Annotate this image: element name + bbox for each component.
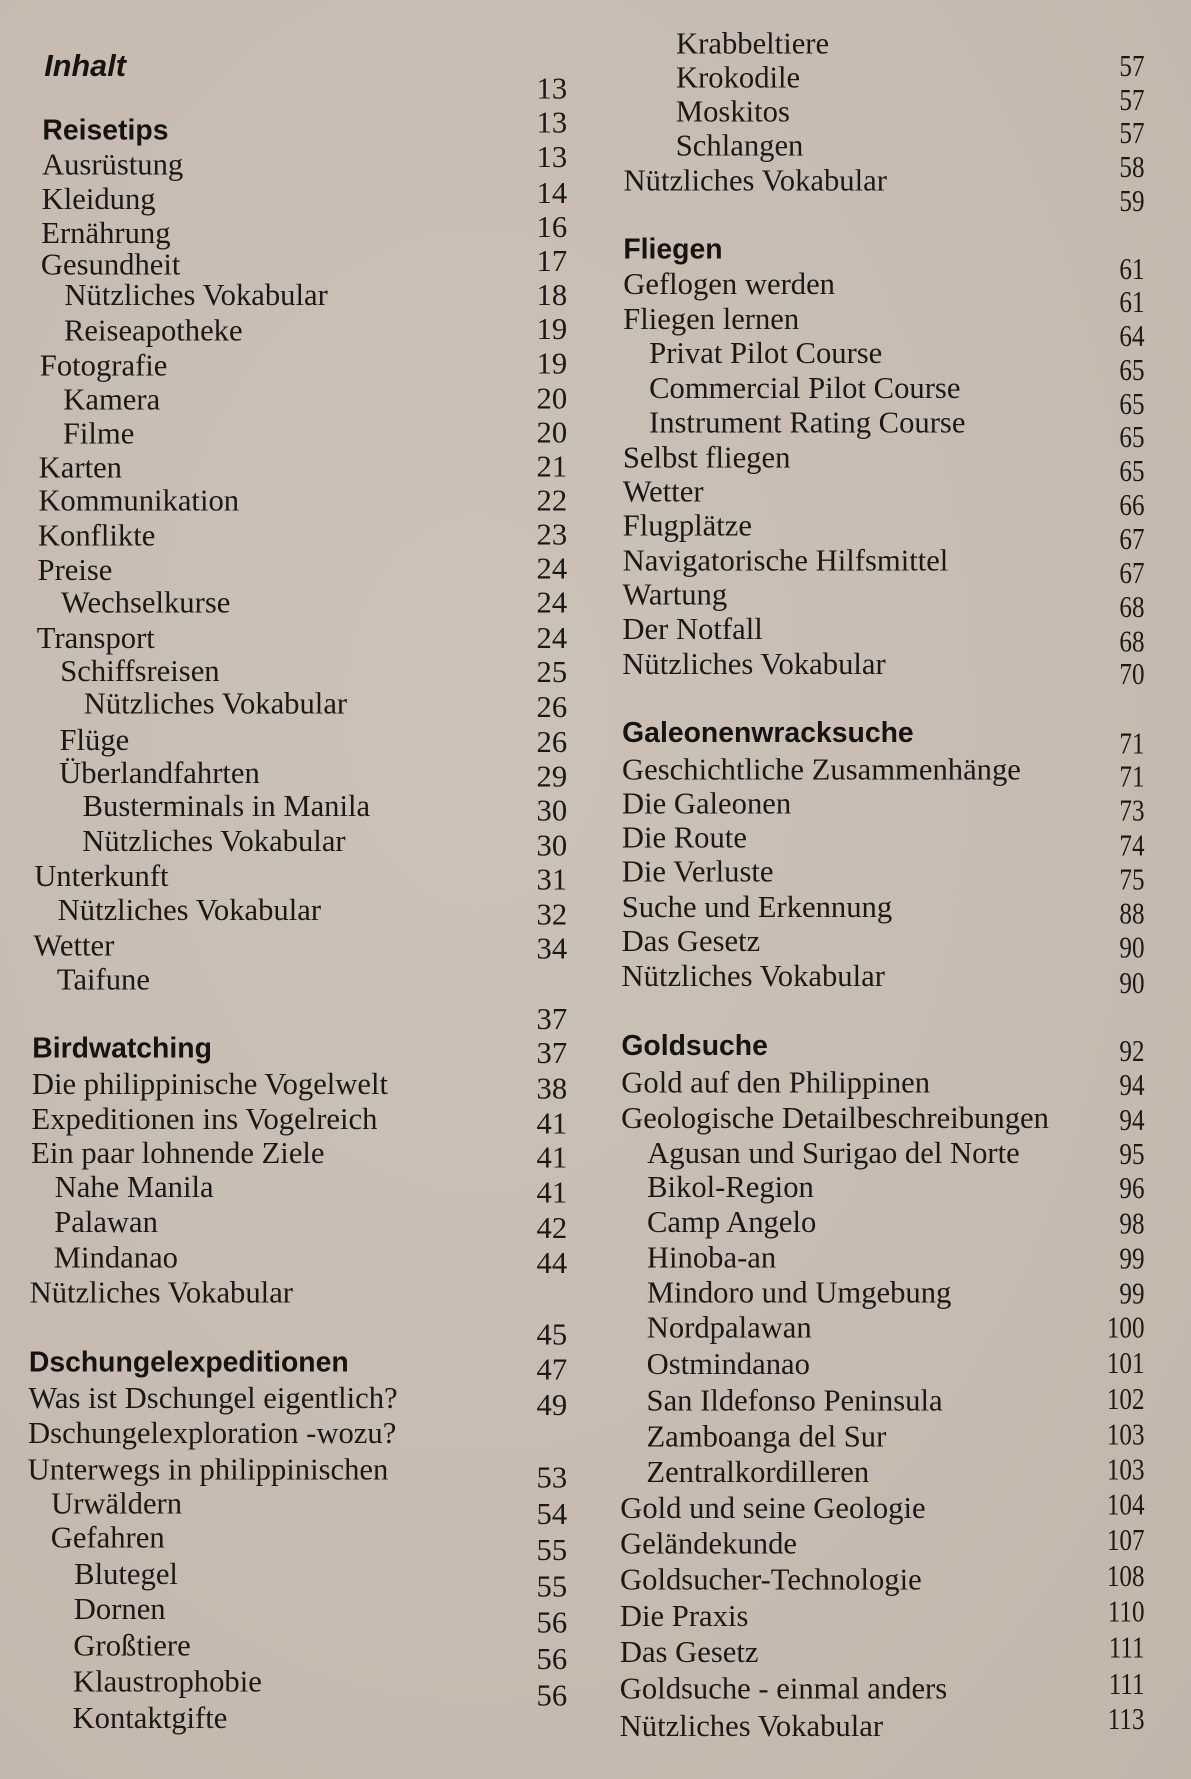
toc-entry: Blutegel bbox=[74, 1556, 178, 1591]
toc-page-number: 103 bbox=[1106, 1452, 1145, 1487]
toc-page-number: 17 bbox=[536, 243, 568, 278]
toc-page-number: 111 bbox=[1108, 1630, 1145, 1665]
toc-entry: Privat Pilot Course bbox=[649, 335, 883, 370]
toc-chapter-heading: Dschungelexpeditionen bbox=[28, 1346, 349, 1379]
toc-page-number: 101 bbox=[1106, 1345, 1145, 1380]
toc-page-number: 41 bbox=[536, 1175, 568, 1210]
toc-entry: Kontaktgifte bbox=[72, 1700, 228, 1735]
toc-page-number: 30 bbox=[536, 793, 568, 828]
toc-entry: Nützliches Vokabular bbox=[622, 646, 886, 681]
toc-page-number: 108 bbox=[1106, 1558, 1145, 1593]
toc-entry: Was ist Dschungel eigentlich? bbox=[28, 1380, 398, 1415]
toc-page-number: 37 bbox=[536, 1001, 568, 1036]
toc-page-number: 30 bbox=[536, 828, 568, 863]
toc-entry: Das Gesetz bbox=[619, 1634, 759, 1669]
toc-entry: San Ildefonso Peninsula bbox=[646, 1383, 943, 1418]
toc-page-number: 53 bbox=[536, 1460, 568, 1495]
toc-page-number: 19 bbox=[536, 312, 568, 347]
toc-page-number: 56 bbox=[536, 1605, 568, 1640]
toc-page-number: 65 bbox=[1119, 453, 1145, 488]
toc-page-number: 26 bbox=[536, 725, 568, 760]
toc-entry: Gold und seine Geologie bbox=[620, 1490, 926, 1525]
toc-entry: Wetter bbox=[622, 474, 704, 509]
toc-page-number: 47 bbox=[536, 1352, 568, 1387]
toc-entry: Goldsuche - einmal anders bbox=[619, 1671, 948, 1706]
toc-page-number: 107 bbox=[1106, 1522, 1145, 1557]
toc-page-number: 56 bbox=[536, 1678, 568, 1713]
toc-page-number: 19 bbox=[536, 346, 568, 381]
toc-page-number: 22 bbox=[536, 483, 568, 518]
toc-page-number: 13 bbox=[536, 139, 568, 174]
toc-entry: Nützliches Vokabular bbox=[83, 686, 348, 721]
toc-page-number: 113 bbox=[1107, 1701, 1145, 1736]
toc-page-number: 24 bbox=[536, 551, 568, 586]
toc-page-number: 58 bbox=[1119, 149, 1145, 184]
toc-page-number: 67 bbox=[1119, 521, 1145, 556]
toc-page-number: 31 bbox=[536, 862, 568, 897]
toc-page-number: 25 bbox=[536, 654, 568, 689]
toc-page-number: 94 bbox=[1119, 1102, 1145, 1137]
toc-entry: Gefahren bbox=[50, 1520, 165, 1555]
toc-page-number: 44 bbox=[536, 1245, 568, 1280]
toc-entry: Dschungelexploration -wozu? bbox=[28, 1415, 397, 1451]
toc-page-number: 45 bbox=[536, 1317, 568, 1352]
toc-entry: Karten bbox=[38, 450, 123, 485]
toc-entry: Klaustrophobie bbox=[72, 1664, 262, 1699]
toc-page-number: 23 bbox=[536, 517, 568, 552]
toc-entry: Unterkunft bbox=[34, 858, 169, 893]
toc-page-number: 61 bbox=[1119, 251, 1145, 286]
toc-page-number: 20 bbox=[536, 415, 568, 450]
toc-entry: Unterwegs in philippinischen bbox=[27, 1452, 389, 1487]
toc-entry: Ernährung bbox=[41, 215, 171, 250]
toc-entry: Kleidung bbox=[41, 181, 156, 216]
toc-entry: Die Route bbox=[621, 820, 747, 855]
toc-entry: Schlangen bbox=[675, 128, 804, 163]
toc-page-number: 16 bbox=[536, 209, 568, 244]
toc-page-number: 13 bbox=[536, 71, 568, 106]
toc-entry: Expeditionen ins Vogelreich bbox=[31, 1101, 378, 1136]
toc-entry: Camp Angelo bbox=[646, 1204, 817, 1239]
toc-column-right bbox=[596, 0, 1191, 1779]
toc-page-number: 56 bbox=[536, 1641, 568, 1676]
toc-page-number: 61 bbox=[1119, 284, 1145, 319]
toc-entry: Flugplätze bbox=[622, 508, 752, 543]
toc-entry: Flüge bbox=[59, 722, 130, 757]
toc-page-number: 55 bbox=[536, 1569, 568, 1604]
toc-entry: Das Gesetz bbox=[621, 923, 761, 958]
toc-entry: Reiseapotheke bbox=[63, 313, 243, 348]
toc-page-number: 90 bbox=[1119, 930, 1145, 965]
toc-entry: Agusan und Surigao del Norte bbox=[647, 1135, 1020, 1170]
toc-entry: Dornen bbox=[73, 1591, 166, 1626]
toc-entry: Hinoba-an bbox=[646, 1240, 777, 1275]
toc-page-number: 103 bbox=[1106, 1417, 1145, 1452]
toc-entry: Wechselkurse bbox=[61, 585, 231, 620]
toc-entry: Großtiere bbox=[73, 1628, 191, 1663]
toc-entry: Ausrüstung bbox=[42, 147, 184, 182]
toc-page-number: 55 bbox=[536, 1532, 568, 1567]
toc-page-number: 71 bbox=[1119, 726, 1145, 761]
toc-page-number: 57 bbox=[1119, 48, 1145, 83]
toc-page-number: 38 bbox=[536, 1071, 568, 1106]
toc-page-number: 18 bbox=[536, 277, 568, 313]
toc-entry: Palawan bbox=[54, 1204, 158, 1239]
toc-page-number: 99 bbox=[1119, 1276, 1145, 1311]
toc-page-number: 54 bbox=[536, 1496, 568, 1531]
toc-page-number: 24 bbox=[536, 620, 568, 655]
toc-chapter-heading: Fliegen bbox=[623, 233, 723, 266]
toc-entry: Bikol-Region bbox=[647, 1169, 814, 1204]
toc-entry: Goldsucher-Technologie bbox=[620, 1562, 922, 1597]
toc-page-number: 65 bbox=[1119, 386, 1145, 421]
toc-entry: Mindanao bbox=[53, 1240, 178, 1275]
toc-entry: Selbst fliegen bbox=[622, 440, 791, 475]
toc-chapter-heading: Birdwatching bbox=[32, 1032, 212, 1065]
toc-entry: Die Praxis bbox=[619, 1598, 749, 1633]
toc-page-number: 102 bbox=[1106, 1381, 1145, 1416]
toc-entry: Gold auf den Philippinen bbox=[621, 1065, 931, 1100]
toc-page-number: 57 bbox=[1119, 82, 1145, 117]
toc-entry: Taifune bbox=[56, 962, 150, 997]
toc-entry: Instrument Rating Course bbox=[648, 405, 966, 440]
toc-entry: Commercial Pilot Course bbox=[649, 371, 961, 406]
toc-page-number: 71 bbox=[1119, 759, 1145, 794]
toc-page-number: 13 bbox=[536, 105, 568, 140]
toc-entry: Nützliches Vokabular bbox=[82, 823, 346, 858]
toc-page-number: 68 bbox=[1119, 589, 1145, 625]
toc-page-number: 49 bbox=[536, 1387, 568, 1422]
toc-entry: Überlandfahrten bbox=[59, 755, 260, 790]
toc-entry: Geologische Detailbeschreibungen bbox=[621, 1100, 1049, 1135]
toc-page-number: 73 bbox=[1119, 793, 1145, 828]
toc-page-number: 41 bbox=[536, 1106, 568, 1141]
toc-page-number: 111 bbox=[1108, 1666, 1145, 1701]
toc-page-number: 37 bbox=[536, 1035, 568, 1070]
toc-entry: Kommunikation bbox=[38, 483, 240, 518]
toc-entry: Nützliches Vokabular bbox=[64, 277, 328, 313]
toc-page-number: 100 bbox=[1106, 1310, 1145, 1345]
toc-page-number: 26 bbox=[536, 689, 568, 724]
toc-entry: Mindoro und Umgebung bbox=[646, 1275, 952, 1310]
toc-title: Inhalt bbox=[44, 48, 126, 83]
toc-page-number: 64 bbox=[1119, 318, 1145, 353]
toc-entry: Ein paar lohnende Ziele bbox=[31, 1135, 325, 1170]
toc-entry: Nützliches Vokabular bbox=[621, 958, 885, 993]
toc-page-number: 66 bbox=[1119, 487, 1145, 522]
toc-page-number: 98 bbox=[1119, 1206, 1145, 1241]
toc-page-number: 42 bbox=[536, 1210, 568, 1245]
toc-page-number: 67 bbox=[1119, 555, 1145, 590]
toc-entry: Geflogen werden bbox=[623, 266, 836, 301]
toc-page-number: 96 bbox=[1119, 1170, 1145, 1205]
toc-entry: Nützliches Vokabular bbox=[623, 163, 887, 198]
toc-chapter-heading: Reisetips bbox=[42, 114, 169, 147]
toc-page-number: 34 bbox=[536, 931, 568, 966]
toc-chapter-heading: Goldsuche bbox=[621, 1030, 768, 1062]
toc-entry: Geschichtliche Zusammenhänge bbox=[622, 752, 1021, 787]
toc-entry: Fotografie bbox=[39, 348, 168, 383]
toc-page-number: 57 bbox=[1119, 115, 1145, 150]
toc-entry: Suche und Erkennung bbox=[621, 889, 893, 924]
toc-entry: Filme bbox=[62, 416, 135, 451]
toc-entry: Busterminals in Manila bbox=[82, 788, 371, 823]
toc-entry: Die Verluste bbox=[621, 854, 774, 889]
toc-page-number: 59 bbox=[1119, 183, 1145, 218]
toc-page-number: 68 bbox=[1119, 624, 1145, 659]
toc-entry: Konflikte bbox=[37, 518, 156, 553]
toc-entry: Zentralkordilleren bbox=[646, 1454, 870, 1489]
toc-entry: Schiffsreisen bbox=[60, 653, 220, 688]
toc-entry: Navigatorische Hilfsmittel bbox=[622, 543, 949, 578]
toc-entry: Der Notfall bbox=[622, 611, 763, 646]
toc-page-number: 70 bbox=[1119, 656, 1145, 691]
toc-page-number: 20 bbox=[536, 381, 568, 416]
toc-page-number: 75 bbox=[1119, 862, 1145, 897]
toc-entry: Nahe Manila bbox=[54, 1169, 214, 1204]
toc-page-number: 92 bbox=[1119, 1033, 1145, 1068]
toc-chapter-heading: Galeonenwracksuche bbox=[622, 717, 914, 749]
toc-entry: Urwäldern bbox=[51, 1486, 183, 1521]
toc-entry: Moskitos bbox=[675, 94, 790, 129]
toc-page-number: 41 bbox=[536, 1140, 568, 1175]
toc-page-number: 110 bbox=[1107, 1594, 1145, 1629]
toc-entry: Die philippinische Vogelwelt bbox=[31, 1066, 389, 1101]
toc-entry: Nützliches Vokabular bbox=[57, 892, 322, 927]
toc-page-number: 21 bbox=[536, 449, 568, 484]
toc-page-number: 74 bbox=[1119, 828, 1145, 863]
toc-page-number: 14 bbox=[536, 175, 568, 210]
toc-page-number: 65 bbox=[1119, 419, 1145, 454]
toc-entry: Nützliches Vokabular bbox=[619, 1708, 884, 1743]
toc-entry: Krokodile bbox=[675, 60, 801, 95]
toc-entry: Preise bbox=[37, 552, 113, 587]
toc-page-number: 65 bbox=[1119, 352, 1145, 387]
toc-entry: Ostmindanao bbox=[646, 1346, 810, 1381]
toc-entry: Nordpalawan bbox=[646, 1310, 812, 1345]
toc-entry: Die Galeonen bbox=[621, 786, 792, 821]
toc-page-number: 94 bbox=[1119, 1067, 1145, 1102]
toc-page-number: 29 bbox=[536, 759, 568, 794]
toc-entry: Gesundheit bbox=[40, 247, 181, 282]
toc-page-number: 32 bbox=[536, 897, 568, 932]
toc-entry: Transport bbox=[36, 620, 155, 655]
toc-page-number: 104 bbox=[1106, 1487, 1145, 1522]
toc-entry: Kamera bbox=[63, 382, 161, 417]
toc-entry: Fliegen lernen bbox=[623, 301, 800, 336]
toc-entry: Krabbeltiere bbox=[676, 26, 830, 61]
toc-entry: Zamboanga del Sur bbox=[646, 1419, 887, 1454]
toc-entry: Wartung bbox=[622, 577, 728, 612]
toc-page-number: 90 bbox=[1119, 965, 1145, 1000]
toc-entry: Wetter bbox=[33, 928, 115, 963]
toc-entry: Geländekunde bbox=[620, 1526, 797, 1561]
toc-page-number: 24 bbox=[536, 585, 568, 620]
toc-page-number: 99 bbox=[1119, 1241, 1145, 1276]
toc-entry: Nützliches Vokabular bbox=[29, 1275, 293, 1310]
toc-page-number: 88 bbox=[1119, 896, 1145, 931]
toc-page-number: 95 bbox=[1119, 1136, 1145, 1171]
